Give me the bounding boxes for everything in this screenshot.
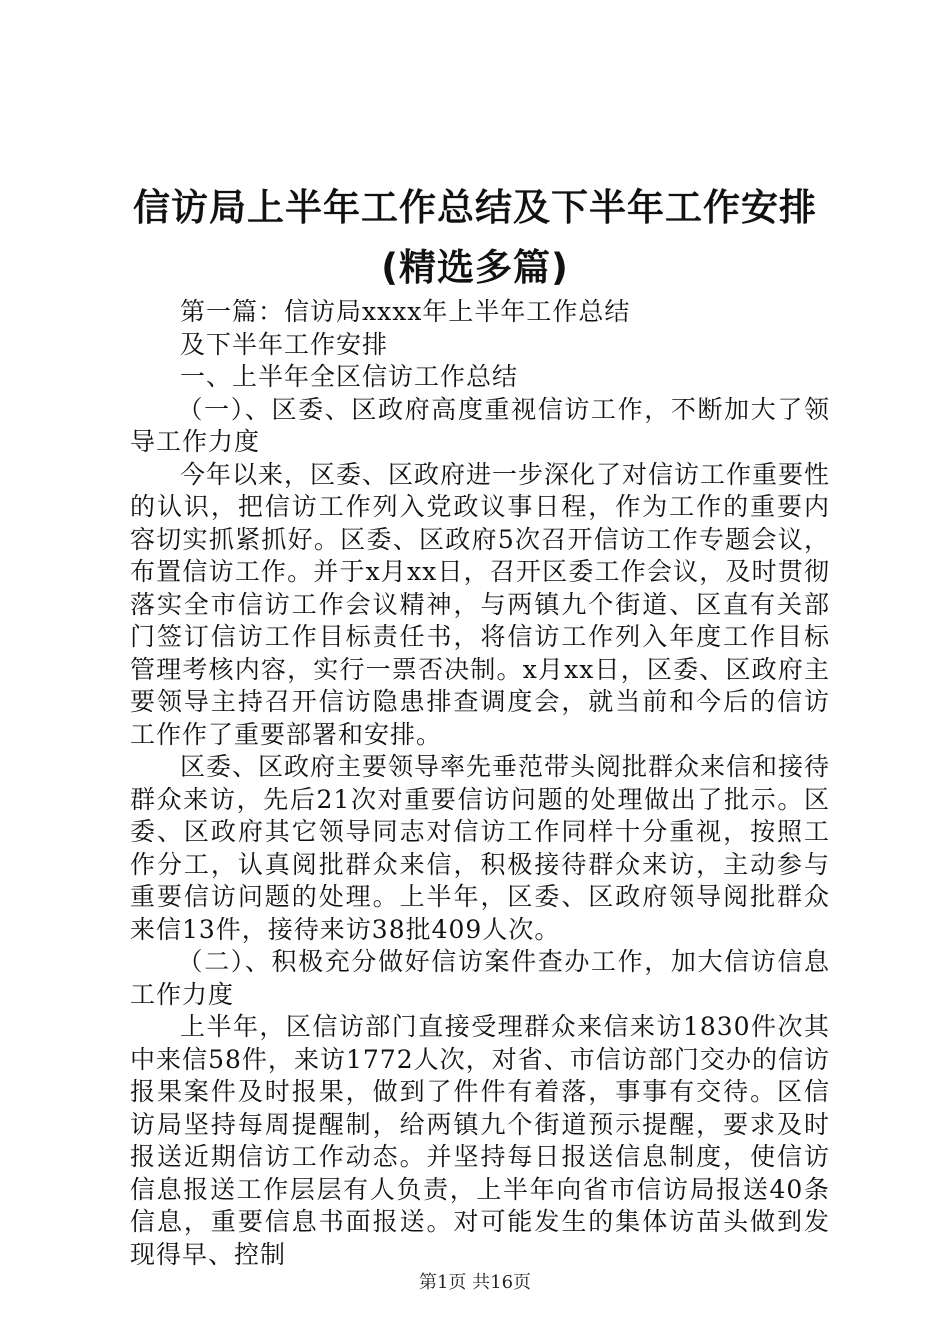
body-paragraph: 今年以来，区委、区政府进一步深化了对信访工作重要性的认识，把信访工作列入党政议事日程，作为工作的重要内容切实抓紧抓好。区委、区政府5次召开信访工作专题会议，布置信访工作。并于x月xx日，召开区委工作会议，及时贯彻落实全市信访工作会议精神，与两镇九个街道、区直有关部门签订信访工作目标责任书，将信访工作列入年度工作目标管理考核内容，实行一票否决制。x月xx日，区委、区政府主要领导主持召开信访隐患排查调度会，就当前和今后的信访工作作了重要部署和安排。 [130,459,831,749]
document-title: 信访局上半年工作总结及下半年工作安排(精选多篇) [133,186,817,289]
section-heading: 第一篇：信访局xxxx年上半年工作总结 [180,297,631,326]
section-heading-continued: 及下半年工作安排 [180,329,389,359]
document-body [130,296,830,1271]
paragraph-heading: （一）、区委、区政府高度重视信访工作，不断加大了领导工作力度 [130,394,830,456]
paragraph-heading: （二）、积极充分做好信访案件查办工作，加大信访信息工作力度 [130,947,830,1009]
body-paragraph: 上半年，区信访部门直接受理群众来信来访1830件次其中来信58件，来访1772人次，对省、市信访部门交办的信访报果案件及时报果，做到了件件有着落，事事有交待。区信访局坚持每周提醒制，给两镇九个街道预示提醒，要求及时报送近期信访工作动态。并坚持每日报送信息制度，使信访信息报送工作层层有人负责，上半年向省市信访局报送40条信息，重要信息书面报送。对可能发生的集体访苗头做到发现得早、控制 [130,1012,831,1269]
body-paragraph: 区委、区政府主要领导率先垂范带头阅批群众来信和接待群众来访，先后21次对重要信访问题的处理做出了批示。区委、区政府其它领导同志对信访工作同样十分重视，按照工作分工，认真阅批群众来信，积极接待群众来访，主动参与重要信访问题的处理。上半年，区委、区政府领导阅批群众来信13件，接待来访38批409人次。 [130,752,831,944]
page-number-footer: 第1页 共16页 [418,1272,532,1293]
subsection-heading: 一、上半年全区信访工作总结 [180,362,519,391]
